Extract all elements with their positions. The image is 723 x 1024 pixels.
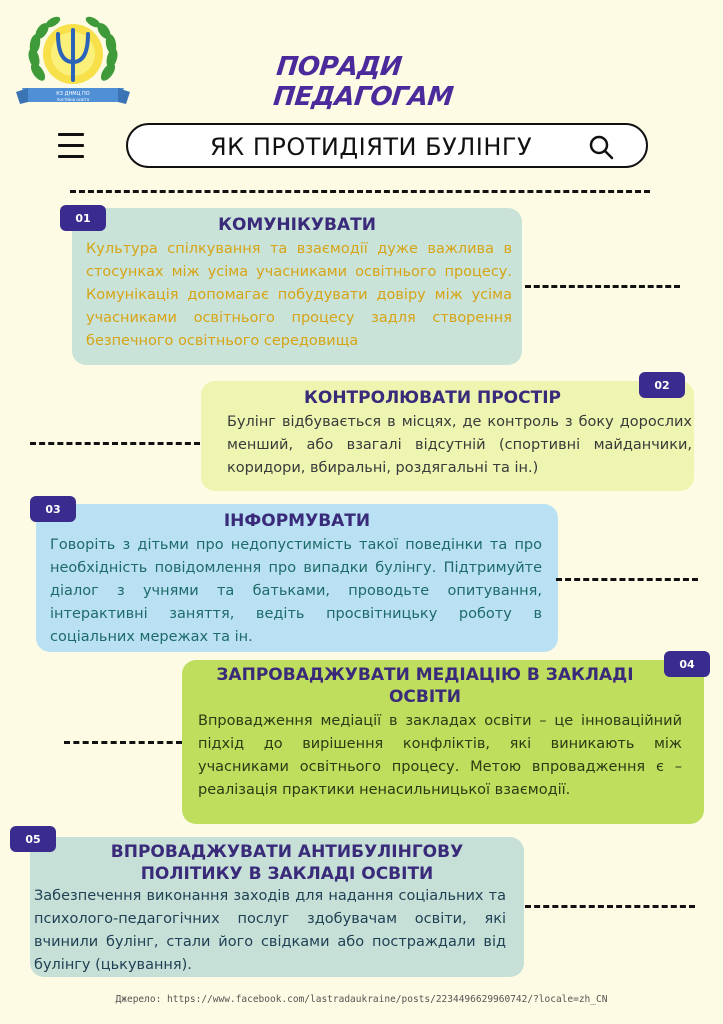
psi-logo-icon: [12, 10, 134, 110]
card-title: ЗАПРОВАДЖУВАТИ МЕДІАЦІЮ В ЗАКЛАДІ ОСВІТИ: [216, 665, 634, 707]
logo: [12, 10, 134, 110]
page-title: ПОРАДИ ПЕДАГОГАМ: [271, 52, 455, 112]
dashed-connector: [556, 578, 698, 581]
dashed-connector: [30, 442, 200, 445]
card-control-space: [201, 381, 694, 491]
logo-caption-1: КЗ ДНМЦ ПО: [56, 91, 90, 97]
card-antibullying-policy: [30, 837, 524, 977]
search-text: ЯК ПРОТИДІЯТИ БУЛІНГУ: [210, 133, 533, 161]
dashed-connector: [525, 285, 680, 288]
step-badge: 03: [30, 496, 76, 522]
card-text: Забезпечення виконання заходів для надання соціальних та психолого-педагогічних послуг здобувачам освіти, які вчинили булінг, стали його свідками або постраждали від булінгу (цькування).: [34, 888, 506, 973]
card-title: КОНТРОЛЮВАТИ ПРОСТІР: [303, 388, 561, 408]
source-link[interactable]: Джерело: https://www.facebook.com/lastradaukraine/posts/2234496629960742/?locale=zh_CN: [115, 994, 608, 1005]
card-text: Говоріть з дітьми про недопустимість такої поведінки та про необхідність повідомлення про випадки булінгу. Підтримуйте діалог з учнями та батьками, проводьте опитування, інтерактивні заняття, ведіть просвітницьку роботу в соціальних мережах та ін.: [50, 537, 542, 645]
logo-caption-2: постійна освіта: [56, 97, 90, 102]
card-title: КОМУНІКУВАТИ: [218, 215, 376, 235]
step-badge: 04: [664, 651, 710, 677]
search-icon[interactable]: [588, 134, 614, 160]
dashed-divider: [70, 190, 650, 193]
card-title: ІНФОРМУВАТИ: [223, 511, 371, 531]
search-bar[interactable]: [126, 123, 648, 168]
card-mediation: [182, 660, 704, 824]
hamburger-menu-icon[interactable]: [58, 133, 84, 159]
card-text: Впровадження медіації в закладах освіти – це інноваційний підхід до вирішення конфліктів, які виникають між учасниками освітнього процесу. Метою впровадження є – реалізація практики ненасильницької взаємодії.: [198, 713, 682, 798]
step-badge: 05: [10, 826, 56, 852]
card-title: ВПРОВАДЖУВАТИ АНТИБУЛІНГОВУ ПОЛІТИКУ В ЗАКЛАДІ ОСВІТИ: [110, 842, 464, 884]
card-inform: [36, 504, 558, 652]
dashed-connector: [64, 741, 182, 744]
card-communicate: [72, 208, 522, 365]
dashed-connector: [525, 905, 695, 908]
card-text: Культура спілкування та взаємодії дуже важлива в стосунках між усіма учасниками освітнього процесу. Комунікація допомагає побудувати довіру між усіма учасниками освітнього процесу задля створення безпечного освітнього середовища: [86, 241, 512, 349]
step-badge: 02: [639, 372, 685, 398]
step-badge: 01: [60, 205, 106, 231]
card-text: Булінг відбувається в місцях, де контроль з боку дорослих менший, або взагалі відсутній (спортивні майданчики, коридори, вбиральні, роздягальні та ін.): [227, 414, 692, 476]
